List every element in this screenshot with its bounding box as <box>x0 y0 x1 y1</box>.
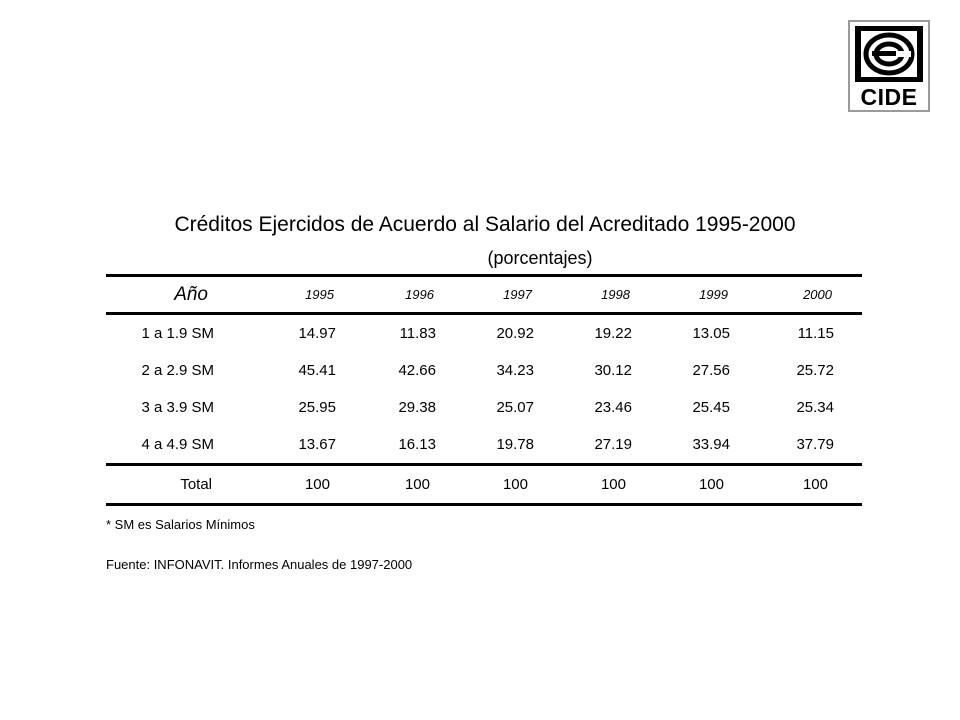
total-cell: 100 <box>502 476 528 493</box>
table-cell: 37.79 <box>796 436 834 453</box>
table-cell: 29.38 <box>398 399 436 416</box>
logo-text: CIDE <box>860 84 918 110</box>
total-cell: 100 <box>304 476 330 493</box>
total-cell: 100 <box>802 476 828 493</box>
header-year: 1997 <box>503 287 532 302</box>
table-cell: 25.72 <box>796 362 834 379</box>
page-subtitle: (porcentajes) <box>487 248 593 268</box>
table-cell: 19.78 <box>496 436 534 453</box>
credits-table <box>106 274 862 506</box>
header-year: 1998 <box>601 287 630 302</box>
row-label: 2 a 2.9 SM <box>141 362 214 379</box>
table-cell: 11.83 <box>399 325 436 342</box>
table-cell: 27.19 <box>594 436 632 453</box>
table-cell: 30.12 <box>594 362 632 379</box>
table-cell: 14.97 <box>298 325 336 342</box>
header-year: 1995 <box>305 287 334 302</box>
total-cell: 100 <box>404 476 430 493</box>
header-year: 1999 <box>699 287 728 302</box>
total-label: Total <box>180 476 212 493</box>
table-cell: 16.13 <box>398 436 436 453</box>
table-cell: 11.15 <box>797 325 834 342</box>
header-year: 2000 <box>803 287 832 302</box>
table-cell: 19.22 <box>594 325 632 342</box>
header-year: 1996 <box>405 287 434 302</box>
table-cell: 23.46 <box>594 399 632 416</box>
page-title: Créditos Ejercidos de Acuerdo al Salario del Acreditado 1995-2000 <box>174 213 796 236</box>
table-row <box>106 389 862 426</box>
total-cell: 100 <box>600 476 626 493</box>
table-total-row <box>106 465 862 505</box>
row-label: 1 a 1.9 SM <box>141 325 214 342</box>
cide-logo <box>848 20 930 112</box>
table-cell: 34.23 <box>496 362 534 379</box>
header-label-year: Año <box>174 283 208 305</box>
table-cell: 45.41 <box>298 362 336 379</box>
table-cell: 20.92 <box>496 325 534 342</box>
total-cell: 100 <box>698 476 724 493</box>
table-row <box>106 426 862 465</box>
table-cell: 25.95 <box>298 399 336 416</box>
table-cell: 25.45 <box>692 399 730 416</box>
table-cell: 27.56 <box>692 362 730 379</box>
table-row <box>106 352 862 389</box>
table-cell: 25.07 <box>496 399 534 416</box>
table-cell: 13.05 <box>692 325 730 342</box>
footnote: * SM es Salarios Mínimos <box>106 517 255 532</box>
row-label: 4 a 4.9 SM <box>141 436 214 453</box>
table-cell: 25.34 <box>796 399 834 416</box>
table-header-row <box>106 276 862 314</box>
table-cell: 33.94 <box>692 436 730 453</box>
table-cell: 42.66 <box>398 362 436 379</box>
table-row <box>106 314 862 353</box>
row-label: 3 a 3.9 SM <box>141 399 214 416</box>
table-cell: 13.67 <box>298 436 336 453</box>
source-note: Fuente: INFONAVIT. Informes Anuales de 1997-2000 <box>106 557 413 572</box>
